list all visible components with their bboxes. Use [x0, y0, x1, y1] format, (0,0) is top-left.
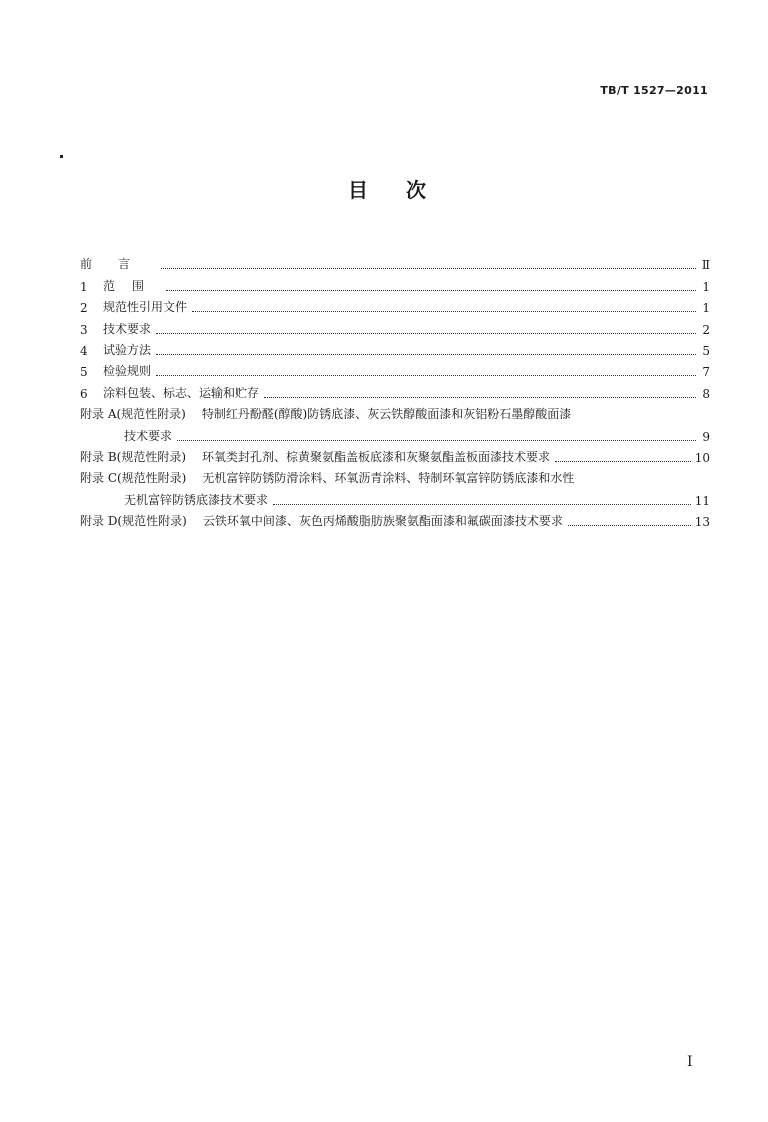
toc-entry-page: Ⅱ — [701, 258, 710, 273]
toc-entry-title: 试验方法 — [103, 342, 152, 357]
toc-heading-char-2: 次 — [406, 178, 426, 202]
toc-entry-section-2[interactable] — [80, 294, 710, 315]
toc-entry-title: 特制红丹酚醛(醇酸)防锈底漆、灰云铁醇酸面漆和灰铝粉石墨醇酸面漆 — [201, 407, 572, 422]
scan-speck — [60, 155, 63, 158]
toc-entry-foreword[interactable] — [80, 251, 710, 272]
page-number: Ⅰ — [687, 1054, 693, 1070]
toc-entry-title: 云铁环氧中间漆、灰色丙烯酸脂肪族聚氨酯面漆和氟碳面漆技术要求 — [202, 514, 563, 529]
toc-entry-title: 前言 — [80, 257, 157, 272]
toc-entry-section-6[interactable] — [80, 379, 710, 400]
toc-entry-page: 5 — [702, 343, 710, 358]
toc-entry-page: 1 — [702, 301, 710, 316]
table-of-contents — [80, 251, 710, 529]
appendix-label: 附录 D(规范性附录) — [80, 514, 187, 529]
dot-leader — [192, 311, 696, 312]
dot-leader — [166, 290, 696, 291]
appendix-label: 附录 B(规范性附录) — [80, 449, 186, 464]
toc-entry-appendix-c[interactable] — [80, 465, 710, 486]
toc-entry-title: 无机富锌防锈防滑涂料、环氧沥青涂料、特制环氧富锌防锈底漆和水性 — [202, 471, 575, 486]
toc-entry-title: 范围 — [103, 278, 162, 293]
dot-leader — [156, 333, 696, 334]
toc-entry-title: 涂料包装、标志、运输和贮存 — [103, 385, 260, 400]
toc-heading — [348, 170, 438, 200]
toc-entry-number: 3 — [80, 322, 88, 337]
toc-entry-title: 检验规则 — [103, 364, 152, 379]
dot-leader — [555, 461, 691, 462]
toc-entry-page: 10 — [694, 450, 710, 465]
toc-entry-number: 4 — [80, 343, 88, 358]
toc-entry-number: 5 — [80, 365, 88, 380]
toc-entry-title: 规范性引用文件 — [103, 300, 188, 315]
toc-entry-page: 2 — [702, 322, 710, 337]
toc-entry-page: 13 — [694, 515, 710, 530]
toc-entry-number: 1 — [80, 279, 88, 294]
dot-leader — [264, 397, 696, 398]
toc-entry-appendix-a[interactable] — [80, 401, 710, 422]
dot-leader — [177, 440, 696, 441]
toc-entry-title-cont: 无机富锌防锈底漆技术要求 — [124, 492, 269, 507]
toc-entry-section-5[interactable] — [80, 358, 710, 379]
toc-entry-appendix-c-cont[interactable] — [80, 486, 710, 507]
appendix-label: 附录 A(规范性附录) — [80, 407, 186, 422]
dot-leader — [156, 375, 696, 376]
toc-entry-section-1[interactable] — [80, 272, 710, 293]
toc-entry-page: 1 — [702, 279, 710, 294]
toc-entry-page: 11 — [694, 493, 710, 508]
toc-entry-appendix-a-cont[interactable] — [80, 422, 710, 443]
dot-leader — [568, 525, 691, 526]
toc-entry-appendix-b[interactable] — [80, 444, 710, 465]
toc-entry-number: 6 — [80, 386, 88, 401]
toc-entry-page: 8 — [702, 386, 710, 401]
toc-entry-appendix-d[interactable] — [80, 508, 710, 529]
toc-heading-char-1: 目 — [348, 178, 368, 202]
appendix-label: 附录 C(规范性附录) — [80, 471, 187, 486]
dot-leader — [273, 504, 691, 505]
toc-entry-title-cont: 技术要求 — [124, 428, 173, 443]
toc-entry-page: 9 — [702, 429, 710, 444]
toc-entry-title: 环氧类封孔剂、棕黄聚氨酯盖板底漆和灰聚氨酯盖板面漆技术要求 — [202, 449, 551, 464]
toc-entry-page: 7 — [702, 365, 710, 380]
toc-entry-section-3[interactable] — [80, 315, 710, 336]
dot-leader — [156, 354, 696, 355]
toc-entry-number: 2 — [80, 301, 88, 316]
toc-entry-section-4[interactable] — [80, 337, 710, 358]
dot-leader — [161, 268, 696, 269]
standard-code: TB/T 1527—2011 — [600, 84, 708, 97]
toc-entry-title: 技术要求 — [103, 321, 152, 336]
